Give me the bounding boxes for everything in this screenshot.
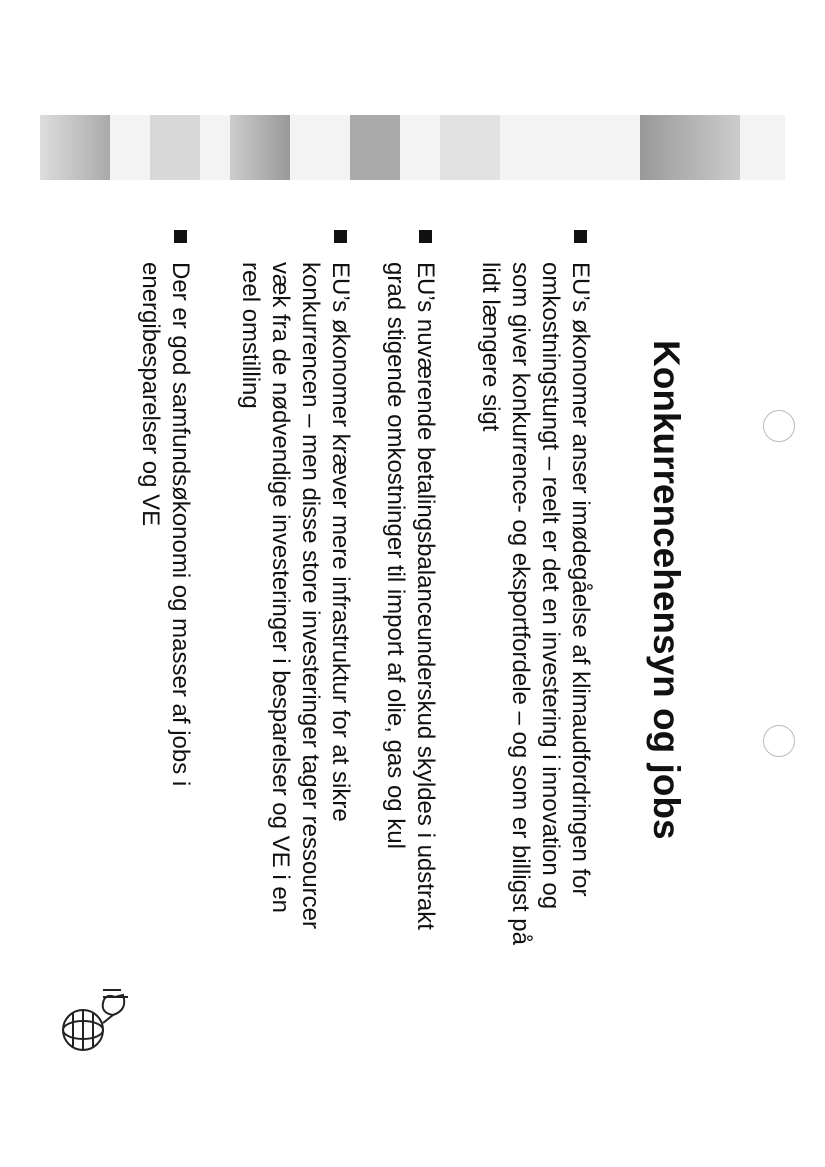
decor-block: [640, 115, 740, 180]
bullet-line: grad stigende omkostninger til import af olie, gas og kul: [382, 262, 409, 849]
decor-block: [150, 115, 200, 180]
punch-hole: [763, 410, 795, 442]
slide-title: Konkurrencehensyn og jobs: [646, 340, 687, 840]
bullet-line: reel omstilling: [237, 262, 264, 409]
bullet-line: væk fra de nødvendige investeringer i besparelser og VE i en: [267, 262, 294, 914]
bullet-line: konkurrencen – men disse store investeringer tager ressourcer: [297, 262, 324, 929]
bullet-square-icon: [574, 230, 587, 243]
decor-block: [230, 115, 290, 180]
bullet-line: Der er god samfundsøkonomi og masser af jobs i: [167, 262, 194, 787]
bullet-line: energibesparelser og VE: [137, 262, 164, 527]
bullet-line: EU’s økonomer anser imødegåelse af klimaudfordringen for: [567, 262, 594, 897]
decor-block: [40, 115, 110, 180]
bullet-line: EU’s nuværende betalingsbalanceunderskud skyldes i udstrakt: [412, 262, 439, 930]
bullet-line: som giver konkurrence- og eksportfordele – og som er billigst på: [507, 262, 534, 945]
bullet-square-icon: [334, 230, 347, 243]
decor-block: [440, 115, 500, 180]
bullet-square-icon: [174, 230, 187, 243]
punch-hole: [763, 725, 795, 757]
bullet-square-icon: [419, 230, 432, 243]
bullet-line: lidt længere sigt: [477, 262, 504, 432]
bullet-line: omkostningstungt – reelt er det en investering i innovation og: [537, 262, 564, 910]
bird-globe-logo-icon: [58, 985, 133, 1055]
decor-block: [350, 115, 400, 180]
bullet-line: EU’s økonomer kræver mere infrastruktur for at sikre: [327, 262, 354, 822]
